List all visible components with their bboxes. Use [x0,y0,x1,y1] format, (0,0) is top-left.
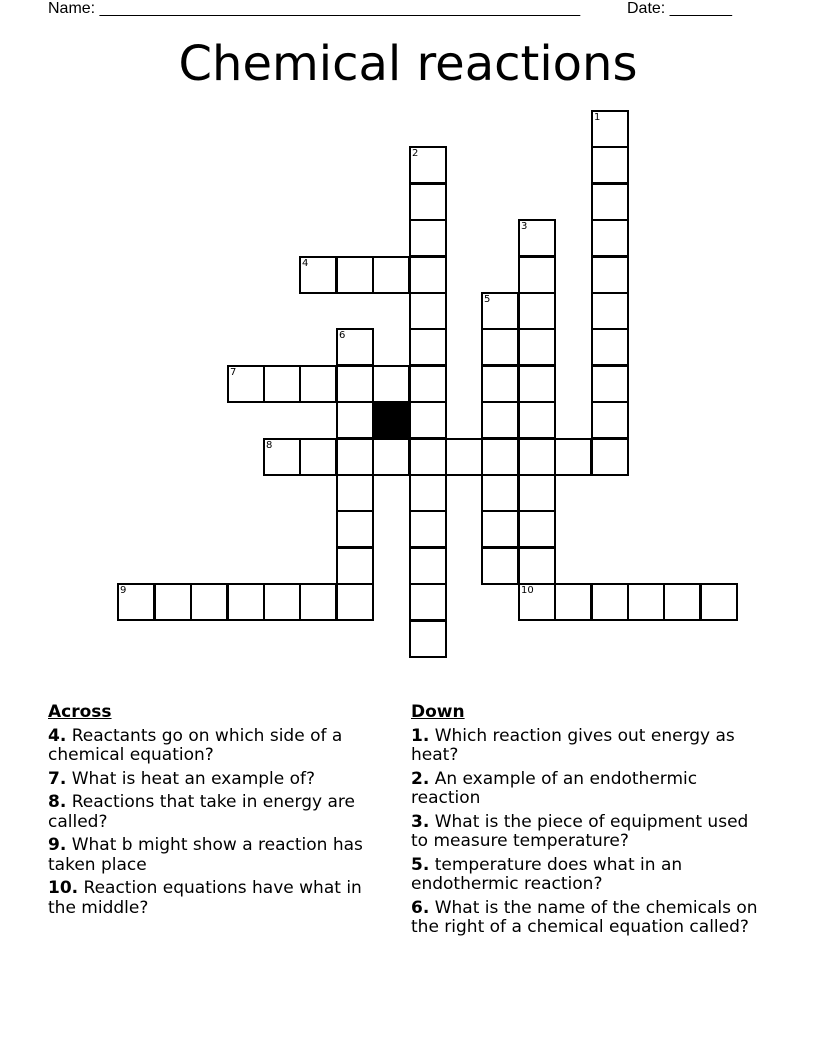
across-clue [48,836,388,875]
crossword-cell[interactable] [190,583,228,621]
clue-text: temperature does what in an endothermic reaction? [411,854,683,894]
crossword-cell[interactable] [591,365,629,403]
crossword-cell[interactable] [518,292,556,330]
crossword-cell[interactable] [409,219,447,257]
crossword-cell[interactable] [299,365,337,403]
across-clue [48,793,388,832]
crossword-cell[interactable] [481,365,519,403]
crossword-cell[interactable] [518,510,556,548]
crossword-cell[interactable] [518,256,556,294]
across-clue [48,727,388,766]
crossword-cell[interactable] [299,438,337,476]
page-title: Chemical reactions [178,36,638,92]
crossword-cell[interactable] [409,256,447,294]
crossword-cell[interactable] [481,438,519,476]
down-clue [411,770,761,809]
clue-text: Reactions that take in energy are called? [48,792,355,832]
clue-text: What is the name of the chemicals on the right of a chemical equation called? [411,897,758,937]
crossword-cell[interactable] [154,583,192,621]
crossword-cell[interactable] [336,510,374,548]
clue-number: 9. [48,835,67,855]
clue-number: 6. [411,897,430,918]
clue-number: 9 [120,585,127,596]
name-field[interactable]: Name: ______________________________________________________ [48,0,581,17]
across-clue-list [48,727,388,919]
crossword-cell[interactable] [591,328,629,366]
down-clue [411,899,761,938]
crossword-cell[interactable] [663,583,701,621]
clue-text: An example of an endothermic reaction [411,768,698,808]
crossword-cell[interactable] [481,328,519,366]
crossword-cell[interactable] [336,401,374,439]
crossword-cell[interactable] [372,365,410,403]
clue-number: 7. [48,768,67,789]
crossword-cell[interactable] [591,401,629,439]
crossword-cell[interactable] [627,583,665,621]
crossword-cell[interactable] [227,365,265,403]
crossword-cell[interactable] [336,547,374,585]
crossword-cell[interactable] [263,438,301,476]
crossword-cell[interactable] [518,328,556,366]
clue-text: Reaction equations have what in the middle? [48,878,362,918]
clue-number: 10. [48,878,79,898]
crossword-cell[interactable] [591,583,629,621]
crossword-cell[interactable] [518,401,556,439]
clue-number: 10 [521,585,534,596]
clue-number: 5. [411,854,430,875]
down-clue [411,813,761,852]
clue-number: 2. [411,768,430,789]
crossword-cell[interactable] [591,292,629,330]
clue-number: 2 [412,148,419,159]
across-clue [48,879,388,918]
crossword-cell[interactable] [554,583,592,621]
clue-number: 1. [411,725,430,746]
crossword-cell[interactable] [481,401,519,439]
crossword-cell[interactable] [518,547,556,585]
clue-text: Reactants go on which side of a chemical equation? [48,725,343,765]
crossword-cell[interactable] [591,438,629,476]
clue-number: 4. [48,725,67,746]
crossword-cell[interactable] [591,110,629,148]
crossword-cell[interactable] [554,438,592,476]
down-clue [411,727,761,766]
crossword-cell[interactable] [117,583,155,621]
crossword-cell[interactable] [409,474,447,512]
down-clues [411,703,761,942]
crossword-cell[interactable] [409,401,447,439]
crossword-cell[interactable] [336,474,374,512]
clue-number: 8 [266,440,273,451]
crossword-cell[interactable] [263,583,301,621]
crossword-cell[interactable] [336,328,374,366]
crossword-cell[interactable] [372,438,410,476]
crossword-cell[interactable] [409,328,447,366]
crossword-cell[interactable] [372,256,410,294]
crossword-cell[interactable] [409,365,447,403]
crossword-cell[interactable] [299,256,337,294]
down-clue-list [411,727,761,938]
crossword-cell[interactable] [591,256,629,294]
down-clue [411,856,761,895]
crossword-cell[interactable] [591,146,629,184]
clue-text: Which reaction gives out energy as heat? [411,725,735,765]
clue-number: 3 [521,221,528,232]
crossword-cell[interactable] [409,583,447,621]
crossword-cell[interactable] [700,583,738,621]
crossword-cell[interactable] [518,365,556,403]
crossword-cell[interactable] [481,474,519,512]
crossword-cell[interactable] [336,256,374,294]
crossword-cell[interactable] [518,583,556,621]
crossword-cell[interactable] [481,547,519,585]
clue-text: What is heat an example of? [66,768,316,789]
clue-number: 3. [411,811,430,832]
across-heading: Across [48,702,112,722]
crossword-cell[interactable] [409,547,447,585]
crossword-cell[interactable] [409,620,447,658]
clue-number: 1 [594,112,601,123]
crossword-cell[interactable] [518,474,556,512]
clue-number: 4 [302,258,309,269]
crossword-cell[interactable] [227,583,265,621]
across-clue [48,770,388,790]
date-field[interactable]: Date: _______ [627,0,732,17]
crossword-cell[interactable] [445,438,483,476]
down-heading: Down [411,702,465,722]
crossword-cell[interactable] [336,365,374,403]
crossword-cell[interactable] [336,438,374,476]
clue-number: 6 [339,330,346,341]
crossword-cell[interactable] [481,510,519,548]
clue-number: 7 [230,367,237,378]
clue-number: 8. [48,792,67,812]
crossword-cell[interactable] [409,292,447,330]
crossword-cell[interactable] [409,438,447,476]
crossword-cell[interactable] [591,219,629,257]
clue-number: 5 [484,294,491,305]
crossword-cell[interactable] [518,438,556,476]
crossword-cell[interactable] [409,146,447,184]
black-cell [372,401,410,439]
crossword-cell[interactable] [336,583,374,621]
crossword-cell[interactable] [518,219,556,257]
crossword-cell[interactable] [263,365,301,403]
crossword-cell[interactable] [409,510,447,548]
crossword-cell[interactable] [481,292,519,330]
clue-text: What is the piece of equipment used to measure temperature? [411,811,749,851]
across-clues [48,703,388,922]
crossword-cell[interactable] [299,583,337,621]
crossword-cell[interactable] [591,183,629,221]
clue-text: What b might show a reaction has taken place [48,835,363,875]
crossword-cell[interactable] [409,183,447,221]
